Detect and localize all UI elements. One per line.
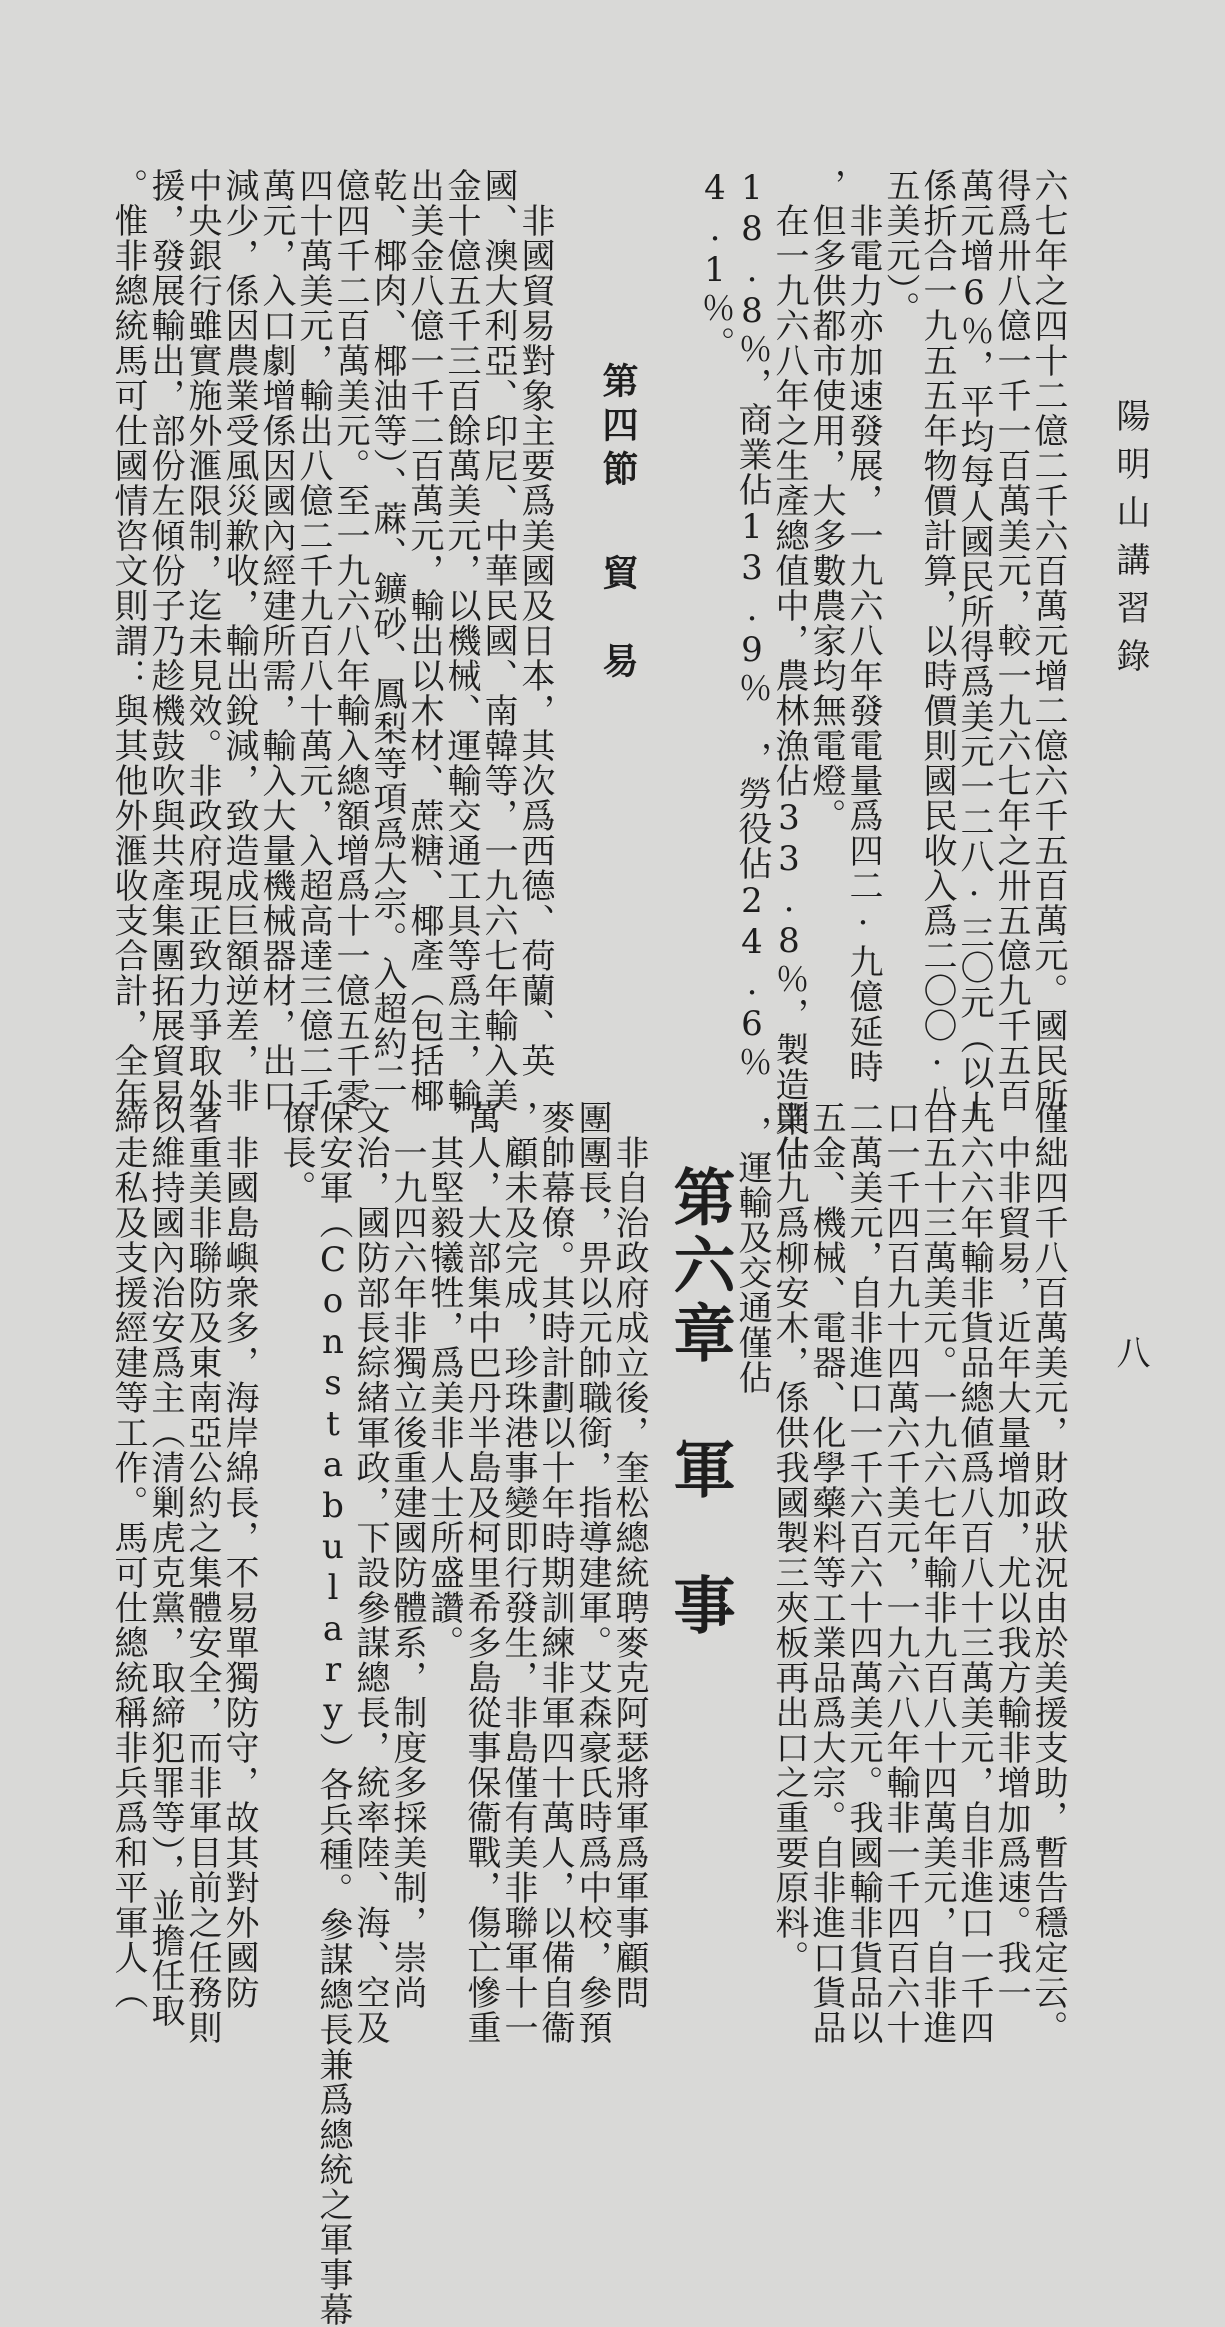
text-column: 麥帥幕僚。其時計劃以十年時期訓練非軍四十萬人，以備自衞	[535, 1100, 575, 2045]
text-column: 4.1％。	[695, 168, 735, 361]
running-title: 陽明山講習錄	[1110, 398, 1150, 686]
text-column: 金十億五千三百餘萬美元，以機械、運輸交通工具等爲主，輸	[441, 168, 481, 1113]
text-column: 僚長。	[276, 1100, 316, 1205]
text-column: ，但多供都市使用，大多數農家均無電燈。	[806, 168, 846, 833]
section-heading	[597, 362, 639, 686]
text-column: 減少，係因農業受風災歉收，輸出銳減，致造成巨額逆差，非	[219, 168, 259, 1113]
text-column: 五金、機械、電器、化學藥料等工業品爲大宗。自非進口貨品	[806, 1100, 846, 2045]
text-column: 締走私及支援經建等工作。馬可仕總統稱非兵爲和平軍人（	[108, 1100, 148, 2010]
chapter-heading: 第六章 軍 事	[663, 1165, 736, 1641]
text-column: 以維持國內治安爲主（清剿虎克黨，取締犯罪等），並擔任取	[145, 1100, 185, 2028]
text-column: 僅絀四千八百萬美元，財政狀況由於美援支助，暫告穩定云。	[1028, 1100, 1068, 2045]
text-column: 五美元）。	[880, 168, 920, 326]
page-number: 八	[1110, 1335, 1150, 1369]
text-column: 四十萬美元，輸出八億二千九百八十萬元，入超高達三億二千	[293, 168, 333, 1113]
text-column: 九六六年輸非貨品總値爲八百八十三萬美元，自非進口一千四	[954, 1100, 994, 2045]
text-column: ，顧未及完成，珍珠港事變即行發生，非島僅有美非聯軍十一	[498, 1100, 538, 2045]
text-column: 18.8％，商業佔13.9％ ，勞役佔24.6％ ，運輸及交通僅佔	[732, 168, 772, 1395]
text-column: 著重美非聯防及東南亞公約之集體安全，而非軍目前之任務則	[182, 1100, 222, 2045]
text-column: 出美金八億一千二百萬元，輸出以木材、蔗糖、椰產（包括椰	[404, 168, 444, 1113]
text-column: 萬元，入口劇增係因國內經建所需，輸入大量機械器材，出口	[256, 168, 296, 1113]
text-column: 。惟非總統馬可仕國情咨文則謂：與其他外滙收支合計，全年	[108, 168, 148, 1113]
text-column: 得爲卅八億一千一百萬美元，較一九六七年之卅五億九千五百	[991, 168, 1031, 1113]
text-column: 文治，國防部長綜緒軍政，下設參謀總長，統率陸、海、空及	[350, 1100, 390, 2045]
text-column: 二萬美元，自非進口一千六百六十四萬美元。我國輸非貨品以	[843, 1100, 883, 2045]
section-heading-title: 貿 易	[597, 554, 639, 686]
text-column: 萬元增6％，平均每人國民所得爲美元一二八·三〇元（以上	[954, 168, 994, 1125]
text-column: 國、澳大利亞、印尼、中華民國、南韓等，一九六七年輸入美	[478, 168, 518, 1113]
text-column: 萬人，大部集中巴丹半島及柯里希多島從事保衞戰，傷亡慘重	[461, 1100, 501, 2045]
text-column: 億四千二百萬美元。至一九六八年輸入總額增爲十一億五千零	[330, 168, 370, 1113]
text-column: 中非貿易，近年大量增加，尤以我方輸非增加爲速。我一	[991, 1100, 1031, 2010]
text-column: 六七年之四十二億二千六百萬元增二億六千五百萬元。國民所	[1028, 168, 1068, 1113]
text-column: 非國貿易對象主要爲美國及日本，其次爲西德、荷蘭、英	[515, 168, 555, 1078]
text-column: 則什九爲柳安木，係供我國製三夾板再出口之重要原料。	[769, 1100, 809, 1975]
text-column: ，其堅毅犧牲，爲美非人士所盛讚。	[424, 1100, 464, 1660]
text-column: 一九四六年非獨立後重建國防體系，制度多採美制，崇尚	[387, 1100, 427, 2010]
text-column: 援，發展輸出，部份左傾份子乃趁機鼓吹與共產集團拓展貿易	[145, 168, 185, 1113]
text-column: 乾、椰肉、椰油等）、蔴、鑛砂、鳳梨等項爲大宗。入超約二	[367, 168, 407, 1096]
text-column: 口一千四百九十四萬六千美元，一九六八年輸非一千四百六十	[880, 1100, 920, 2045]
text-column: 團團長，畀以元帥職銜，指導建軍。艾森豪氏時爲中校，參預	[572, 1100, 612, 2045]
text-column: 非國島嶼衆多，海岸綿長，不易單獨防守，故其對外國防	[219, 1100, 259, 2010]
text-column: 百五十三萬美元。一九六七年輸非九百八十四萬美元，自非進	[917, 1100, 957, 2045]
text-column: 在一九六八年之生產總值中，農林漁佔33.8％，製造業佔	[769, 168, 809, 1172]
text-column: 非自治政府成立後，奎松總統聘麥克阿瑟將軍爲軍事顧問	[609, 1100, 649, 2010]
text-column: 係折合一九五五年物價計算，以時價則國民收入爲二〇〇·八	[917, 168, 957, 1119]
text-column: 保安軍（Constabulary）各兵種。參謀總長兼爲總統之軍事幕	[313, 1100, 353, 2327]
section-heading-number: 第四節	[597, 362, 639, 494]
text-column: 中央銀行雖實施外滙限制，迄未見效。非政府現正致力爭取外	[182, 168, 222, 1113]
text-column: 非電力亦加速發展，一九六八年發電量爲四二·九億延時	[843, 168, 883, 1084]
